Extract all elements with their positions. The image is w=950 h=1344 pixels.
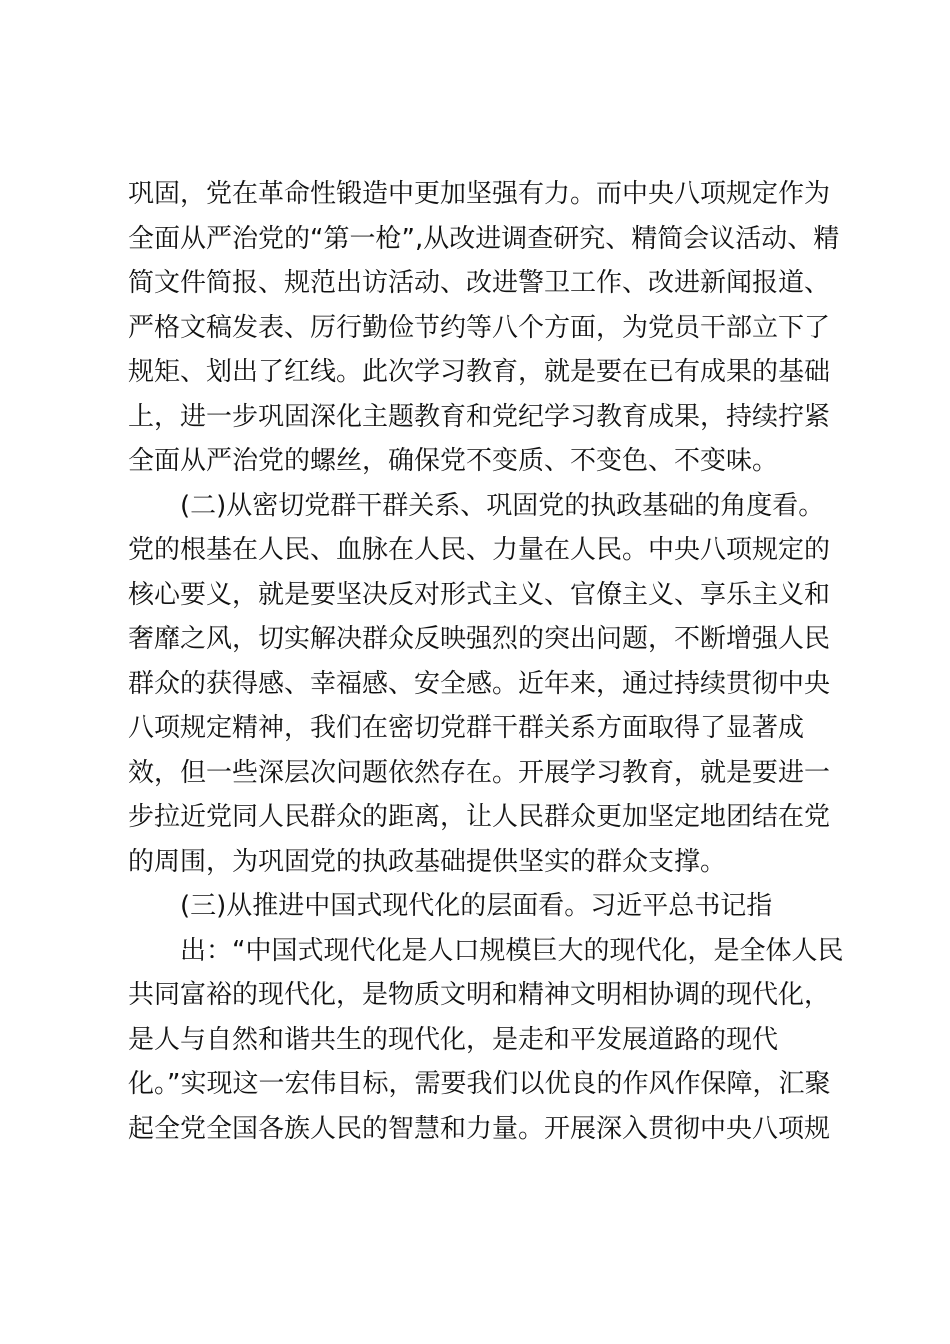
text-line: 的周围，为巩固党的执政基础提供坚实的群众支撑。 xyxy=(128,846,727,877)
text-line: 八项规定精神，我们在密切党群干群关系方面取得了显著成 xyxy=(128,713,805,743)
text-line: 效，但一些深层次问题依然存在。开展学习教育，就是要进一 xyxy=(128,757,831,788)
text-line: 化。”实现这一宏伟目标，需要我们以优良的作风作保障，汇聚 xyxy=(128,1069,831,1099)
text-line: 群众的获得感、幸福感、安全感。近年来，通过持续贯彻中央 xyxy=(128,668,831,699)
section-heading-3: (三)从推进中国式现代化的层面看。习近平总书记指 xyxy=(180,891,773,921)
text-line: 党的根基在人民、血脉在人民、力量在人民。中央八项规定的 xyxy=(128,535,831,565)
text-line: 规矩、划出了红线。此次学习教育，就是要在已有成果的基础 xyxy=(128,357,831,387)
text-line: 巩固，党在革命性锻造中更加坚强有力。而中央八项规定作为 xyxy=(128,179,831,209)
text-line: 核心要义，就是要坚决反对形式主义、官僚主义、享乐主义和 xyxy=(128,579,831,610)
text-line: 奢靡之风，切实解决群众反映强烈的突出问题，不断增强人民 xyxy=(128,624,831,654)
body-text xyxy=(128,172,844,1151)
text-line: 全面从严治党的螺丝，确保党不变质、不变色、不变味。 xyxy=(128,446,779,476)
text-line: 严格文稿发表、厉行勤俭节约等八个方面，为党员干部立下了 xyxy=(128,312,831,343)
section-heading-2: (二)从密切党群干群关系、巩固党的执政基础的角度看。 xyxy=(180,490,825,521)
text-line: 起全党全国各族人民的智慧和力量。开展深入贯彻中央八项规 xyxy=(128,1113,831,1144)
text-line: 上，进一步巩固深化主题教育和党纪学习教育成果，持续拧紧 xyxy=(128,401,831,432)
quote-line: 出：“中国式现代化是人口规模巨大的现代化，是全体人民 xyxy=(180,935,844,966)
text-line: 步拉近党同人民群众的距离，让人民群众更加坚定地团结在党 xyxy=(128,802,831,832)
text-line: 简文件简报、规范出访活动、改进警卫工作、改进新闻报道、 xyxy=(128,268,831,298)
text-line: 共同富裕的现代化，是物质文明和精神文明相协调的现代化， xyxy=(128,980,831,1010)
text-line: 是人与自然和谐共生的现代化，是走和平发展道路的现代 xyxy=(128,1024,779,1055)
text-line: 全面从严治党的“第一枪”,从改进调查研究、精简会议活动、精 xyxy=(128,223,840,254)
